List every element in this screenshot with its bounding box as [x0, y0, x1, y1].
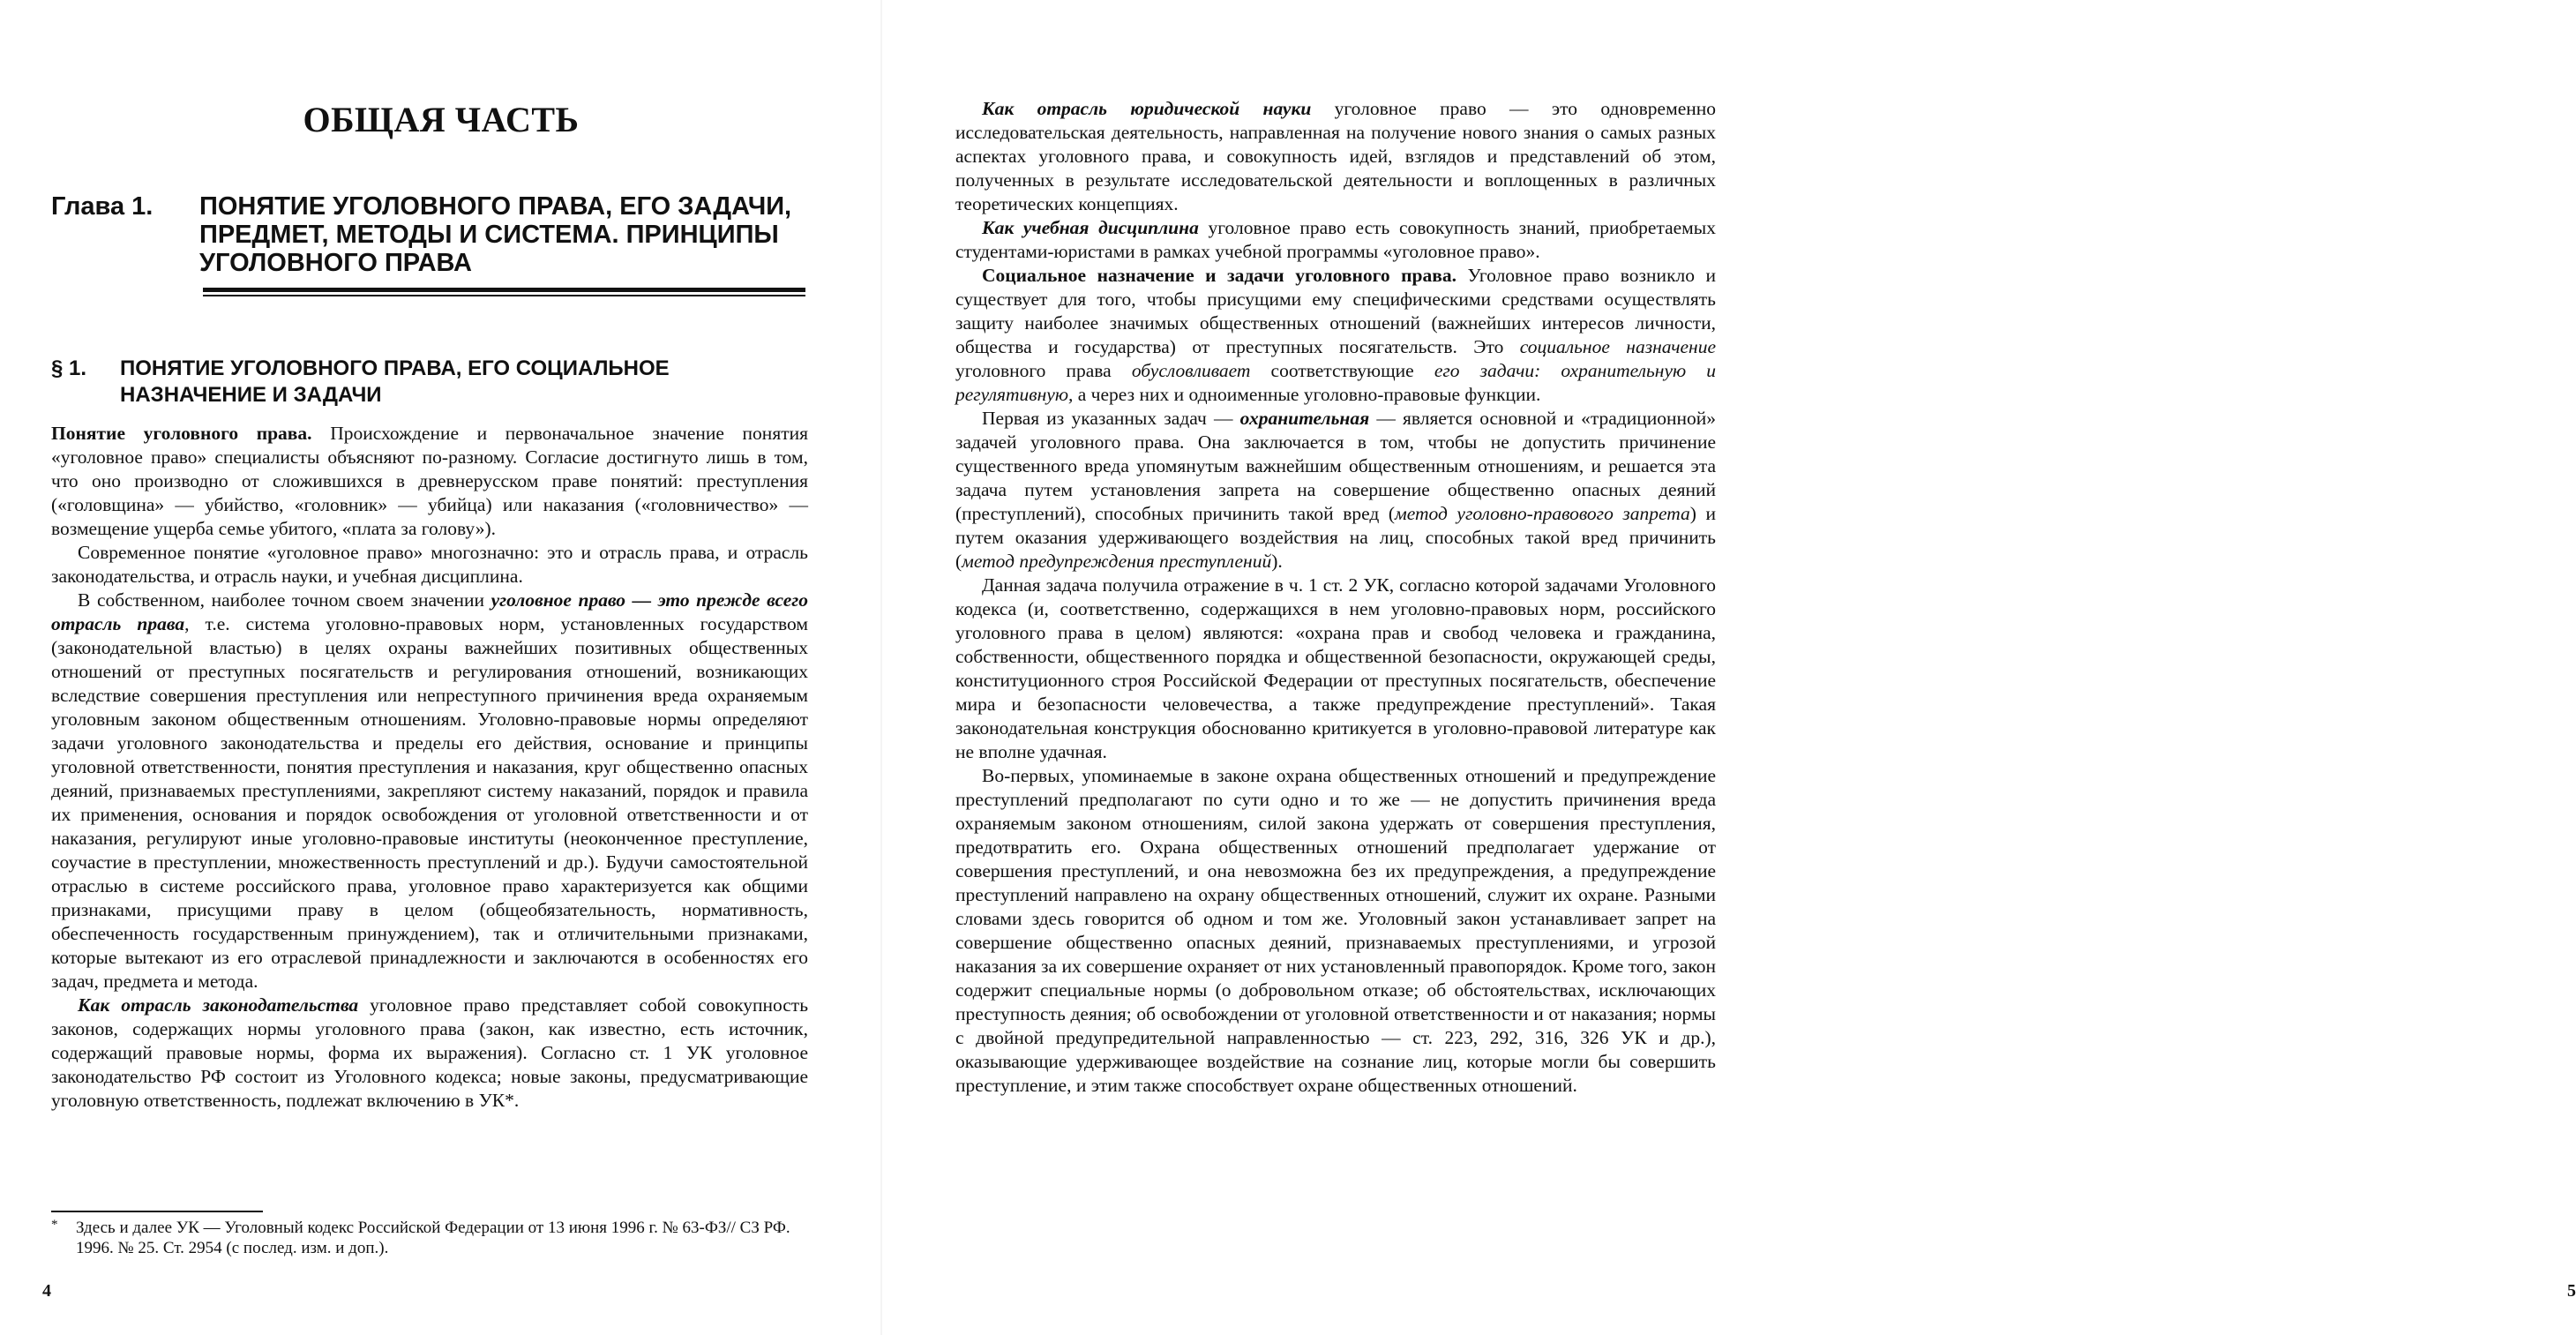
- left-body-text: [51, 422, 808, 1113]
- part-title: ОБЩАЯ ЧАСТЬ: [303, 100, 580, 139]
- emphasis: уголовное право — это прежде всего отрасль права: [51, 589, 808, 634]
- paragraph: Как отрасль законодательства уголовное право представляет собой совокупность законов, содержащих нормы уголовного права (закон, как известно, есть источник, содержащий правовые нормы, форма их выражения). Согласно ст. 1 УК уголовное законодательство РФ состоит из Уголовного кодекса; новые законы, предусматривающие уголовную ответственность, подлежат включению в УК*.: [51, 994, 808, 1111]
- right-page: [882, 0, 2576, 1335]
- chapter-rule-thick: [203, 288, 805, 292]
- footnote-mark: *: [51, 1218, 58, 1232]
- emphasis: Как отрасль законодательства: [78, 994, 359, 1016]
- footnote-text: Здесь и далее УК — Уголовный кодекс Российской Федерации от 13 июня 1996 г. № 63-ФЗ// СЗ РФ. 1996. № 25. Ст. 2954 (с послед. изм. и доп.).: [76, 1219, 790, 1257]
- chapter-title: ПОНЯТИЕ УГОЛОВНОГО ПРАВА, ЕГО ЗАДАЧИ, ПРЕДМЕТ, МЕТОДЫ И СИСТЕМА. ПРИНЦИПЫ УГОЛОВНОГО ПРАВА: [199, 192, 792, 277]
- paragraph: Современное понятие «уголовное право» многозначно: это и отрасль права, и отрасль законодательства, и отрасль науки, и учебная дисциплина.: [51, 542, 808, 587]
- run-in-heading: Понятие уголовного права.: [51, 423, 312, 444]
- emphasis: Как отрасль юридической науки: [982, 98, 1312, 119]
- right-body-text: [955, 97, 1716, 1098]
- paragraph: Данная задача получила отражение в ч. 1 ст. 2 УК, согласно которой задачами Уголовного кодекса (и, соответственно, содержащихся в нем уголовно-правовых норм, российского уголовного права в целом) являются: «охрана прав и свобод человека и гражданина, собственности, общественного порядка и общественной безопасности, окружающей среды, конституционного строя Российской Федерации от преступных посягательств, обеспечение мира и безопасности человечества, а также предупреждение преступлений». Такая законодательная конструкция обоснованно критикуется в уголовно-правовой литературе как не вполне удачная.: [955, 574, 1716, 762]
- paragraph: Как отрасль юридической науки уголовное право — это одновременно исследовательская деятельность, направленная на получение нового знания о самых разных аспектах уголовного права, и совокупность идей, взглядов и представлений об этом, полученных в результате исследовательской деятельности и воплощенных в различных теоретических концепциях.: [955, 98, 1716, 214]
- chapter-rule-thin: [203, 295, 805, 296]
- chapter-number: Глава 1.: [51, 192, 154, 221]
- section-number: § 1.: [51, 356, 87, 380]
- emphasis: охранительная: [1239, 408, 1370, 429]
- page-number-left: 4: [42, 1281, 51, 1301]
- footnote-rule: [51, 1211, 263, 1212]
- footnote: [51, 1218, 808, 1258]
- run-in-heading: Социальное назначение и задачи уголовного права.: [982, 265, 1456, 286]
- emphasis: Как учебная дисциплина: [982, 217, 1199, 238]
- paragraph: Как учебная дисциплина уголовное право есть совокупность знаний, приобретаемых студентами-юристами в рамках учебной программы «уголовное право».: [955, 217, 1716, 262]
- paragraph: Понятие уголовного права. Происхождение и первоначальное значение понятия «уголовное право» специалисты объясняют по-разному. Согласие достигнуто лишь в том, что оно производно от сложившихся в древнерусском праве понятий: преступления («головщина» — убийство, «головник» — убийца) или наказания («головничество» — возмещение ущерба семье убитого, «плата за голову»).: [51, 423, 808, 539]
- section-title: ПОНЯТИЕ УГОЛОВНОГО ПРАВА, ЕГО СОЦИАЛЬНОЕ НАЗНАЧЕНИЕ И ЗАДАЧИ: [120, 356, 670, 407]
- paragraph: Во-первых, упоминаемые в законе охрана общественных отношений и предупреждение преступлений предполагают по сути одно и то же — не допустить причинения вреда охраняемым законом отношениям, силой закона удержать от совершения преступления, предотвратить его. Охрана общественных отношений предполагает удержание от совершения преступлений, и она невозможна без их предупреждения, а предупреждение преступлений направлено на охрану общественных отношений, служит их охране. Разными словами здесь говорится об одном и том же. Уголовный закон устанавливает запрет на совершение общественно опасных деяний, признаваемых преступлениями, и угрозой наказания за их совершение охраняет от них установленный правопорядок. Кроме того, закон содержит специальные нормы (о добровольном отказе; об обстоятельствах, исключающих преступность деяния; об освобождении от уголовной ответственности и от наказания; нормы с двойной предупредительной направленностью — ст. 223, 292, 316, 326 УК и др.), оказывающие удерживающее воздействие на сознание лиц, которые могли бы совершить преступление, и этим также способствует охране общественных отношений.: [955, 765, 1716, 1096]
- paragraph: Первая из указанных задач — охранительная — является основной и «традиционной» задачей уголовного права. Она заключается в том, чтобы не допустить причинение существенного вреда упомянутым важнейшим общественным отношениям, и решается эта задача путем установления запрета на совершение общественно опасных деяний (преступлений), способных причинить такой вред (метод уголовно-правового запрета) и путем оказания удерживающего воздействия на лиц, способных такой вред причинить (метод предупреждения преступлений).: [955, 408, 1717, 572]
- paragraph: Социальное назначение и задачи уголовного права. Уголовное право возникло и существует для того, чтобы присущими ему специфическими средствами осуществлять защиту наиболее значимых общественных отношений (важнейших интересов личности, общества и государства) от преступных посягательств. Это социальное назначение уголовного права обусловливает соответствующие его задачи: охранительную и регулятивную, а через них и одноименные уголовно-правовые функции.: [955, 265, 1716, 405]
- paragraph: В собственном, наиболее точном своем значении уголовное право — это прежде всего отрасль права, т.е. система уголовно-правовых норм, установленных государством (законодательной властью) в целях охраны важнейших позитивных общественных отношений от преступных посягательств и регулирования отношений, возникающих вследствие совершения преступления или непреступного причинения вреда охраняемым уголовным законом общественным отношениям. Уголовно-правовые нормы определяют задачи уголовного законодательства и пределы его действия, основание и принципы уголовной ответственности, понятия преступления и наказания, круг общественно опасных деяний, признаваемых преступлениями, закрепляют систему наказаний, порядок и правила их применения, основания и порядок освобождения от уголовной ответственности и от наказания, регулируют иные уголовно-правовые институты (неоконченное преступление, соучастие в преступлении, множественность преступлений и др.). Будучи самостоятельной отраслью в системе российского права, уголовное право характеризуется как общими признаками, присущими праву в целом (общеобязательность, нормативность, обеспеченность государственным принуждением), так и отличительными признаками, которые вытекают из его отраслевой принадлежности и заключаются в особенностях его задач, предмета и метода.: [51, 589, 808, 992]
- left-page: [0, 0, 882, 1335]
- page-number-right: 5: [2567, 1281, 2576, 1301]
